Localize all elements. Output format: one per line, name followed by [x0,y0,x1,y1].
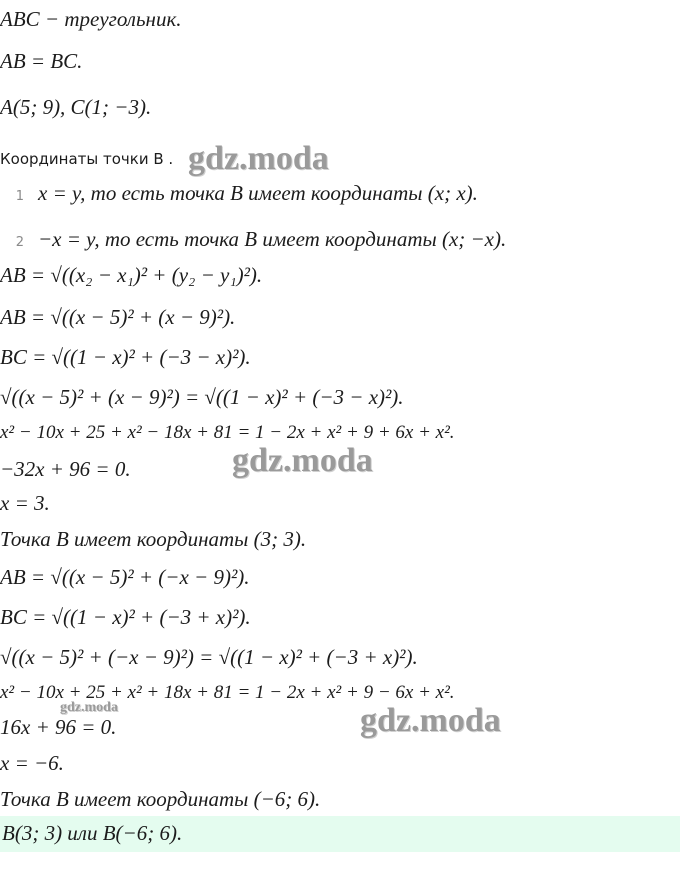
formula-bc-case1: BC = √((1 − x)² + (−3 − x)²). [0,345,251,369]
answer-box [0,816,680,852]
watermark-3: gdz.moda [60,700,118,715]
line-ab-eq-bc: AB = BC. [0,49,83,73]
case-2-text: −x = y, то есть точка B имеет координаты (x; −x). [38,227,507,251]
formula-ab-case1: AB = √((x − 5)² + (x − 9)²). [0,305,236,329]
result-case-1: Точка B имеет координаты (3; 3). [0,527,307,551]
formula-ab-case2: AB = √((x − 5)² + (−x − 9)²). [0,565,250,589]
watermark-1: gdz.moda [188,140,329,177]
formula-x-case1: x = 3. [0,491,50,515]
case-1-number: 1 [15,189,24,204]
line-triangle-value: ABC − треугольник. [0,7,182,31]
formula-expanded-case1: x² − 10x + 25 + x² − 18x + 81 = 1 − 2x + x² + 9 + 6x + x². [0,422,455,443]
formula-linear-case1: −32x + 96 = 0. [0,457,131,481]
formula-equation-case1: √((x − 5)² + (x − 9)²) = √((1 − x)² + (−3 − x)²). [0,385,404,409]
formula-bc-case2: BC = √((1 − x)² + (−3 + x)²). [0,605,251,629]
case-2-number: 2 [15,235,24,250]
line-triangle [0,8,182,30]
watermark-4: gdz.moda [360,702,501,739]
result-case-2: Точка B имеет координаты (−6; 6). [0,787,321,811]
case-1-text: x = y, то есть точка B имеет координаты (x; x). [38,181,478,205]
formula-equation-case2: √((x − 5)² + (−x − 9)²) = √((1 − x)² + (−3 + x)²). [0,645,418,669]
answer-text: B(3; 3) или B(−6; 6). [2,821,183,845]
case-1 [0,182,478,208]
formula-distance-general: AB = √((x₂ − x₁)² + (y₂ − y₁)²). [0,263,263,287]
watermark-2: gdz.moda [232,442,373,479]
line-points: A(5; 9), C(1; −3). [0,95,152,119]
formula-expanded-case2: x² − 10x + 25 + x² + 18x + 81 = 1 − 2x + x² + 9 − 6x + x². [0,682,455,703]
formula-x-case2: x = −6. [0,751,64,775]
line-coordinates-b: Координаты точки B . [0,150,174,168]
formula-linear-case2: 16x + 96 = 0. [0,715,117,739]
case-2 [0,228,506,254]
